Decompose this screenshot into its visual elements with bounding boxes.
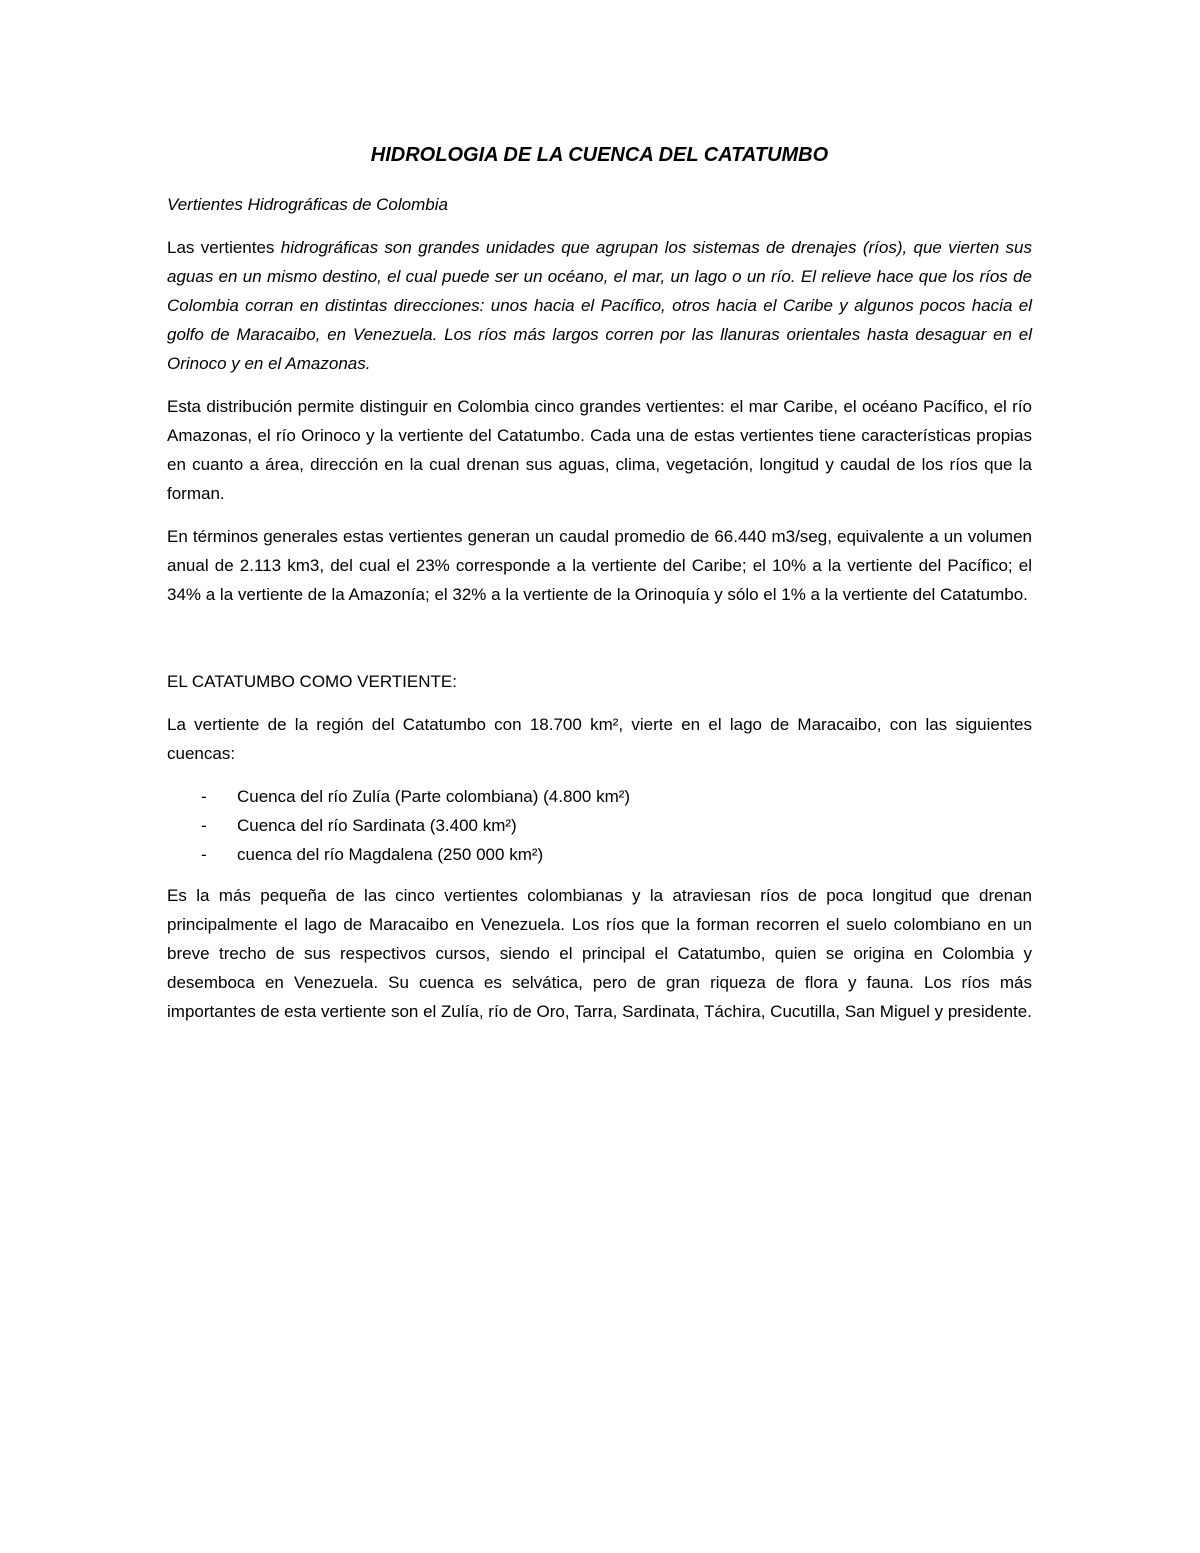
- description-paragraph: Es la más pequeña de las cinco vertientes colombianas y la atraviesan ríos de poca longitud que drenan principalmente el lago de Maracaibo en Venezuela. Los ríos que la forman recorren el suelo colombiano en un breve trecho de sus respectivos cursos, siendo el principal el Catatumbo, quien se origina en Colombia y desemboca en Venezuela. Su cuenca es selvática, pero de gran riqueza de flora y fauna. Los ríos más importantes de esta vertiente son el Zulía, río de Oro, Tarra, Sardinata, Táchira, Cucutilla, San Miguel y presidente.: [167, 886, 1032, 1021]
- list-item: [167, 782, 1032, 811]
- blank-line: [167, 623, 1032, 667]
- section-subtitle: Vertientes Hidrográficas de Colombia: [167, 195, 448, 214]
- intro-italic-text: hidrográficas son grandes unidades que agrupan los sistemas de drenajes (ríos), que vierten sus aguas en un mismo destino, el cual puede ser un océano, el mar, un lago o un río. El relieve hace que los ríos de Colombia corran en distintas direcciones: unos hacia el Pacífico, otros hacia el Caribe y algunos pocos hacia el golfo de Maracaibo, en Venezuela. Los ríos más largos corren por las llanuras orientales hasta desaguar en el Orinoco y en el Amazonas.: [167, 238, 1033, 373]
- list-item-text: cuenca del río Magdalena (250 000 km²): [237, 845, 544, 864]
- intro-lead-text: Las vertientes: [167, 238, 281, 257]
- list-item-text: Cuenca del río Sardinata (3.400 km²): [237, 816, 517, 835]
- list-item: [167, 811, 1032, 840]
- list-marker: -: [201, 787, 207, 806]
- section-heading: EL CATATUMBO COMO VERTIENTE:: [167, 672, 457, 691]
- distribution-paragraph: Esta distribución permite distinguir en Colombia cinco grandes vertientes: el mar Caribe, el océano Pacífico, el río Amazonas, el río Orinoco y la vertiente del Catatumbo. Cada una de estas vertientes tiene características propias en cuanto a área, dirección en la cual drenan sus aguas, clima, vegetación, longitud y caudal de los ríos que la forman.: [167, 397, 1032, 503]
- intro-paragraph: [167, 233, 1032, 378]
- flow-paragraph: En términos generales estas vertientes generan un caudal promedio de 66.440 m3/seg, equivalente a un volumen anual de 2.113 km3, del cual el 23% corresponde a la vertiente del Caribe; el 10% a la vertiente del Pacífico; el 34% a la vertiente de la Amazonía; el 32% a la vertiente de la Orinoquía y sólo el 1% a la vertiente del Catatumbo.: [167, 527, 1032, 604]
- list-item: [167, 840, 1032, 869]
- list-item-text: Cuenca del río Zulía (Parte colombiana) (4.800 km²): [237, 787, 631, 806]
- catatumbo-paragraph: La vertiente de la región del Catatumbo con 18.700 km², vierte en el lago de Maracaibo, con las siguientes cuencas:: [167, 715, 1032, 763]
- list-marker: -: [201, 845, 207, 864]
- document-body: [167, 140, 1032, 1040]
- list-marker: -: [201, 816, 207, 835]
- basin-list: [167, 782, 1032, 869]
- document-title: HIDROLOGIA DE LA CUENCA DEL CATATUMBO: [370, 144, 829, 166]
